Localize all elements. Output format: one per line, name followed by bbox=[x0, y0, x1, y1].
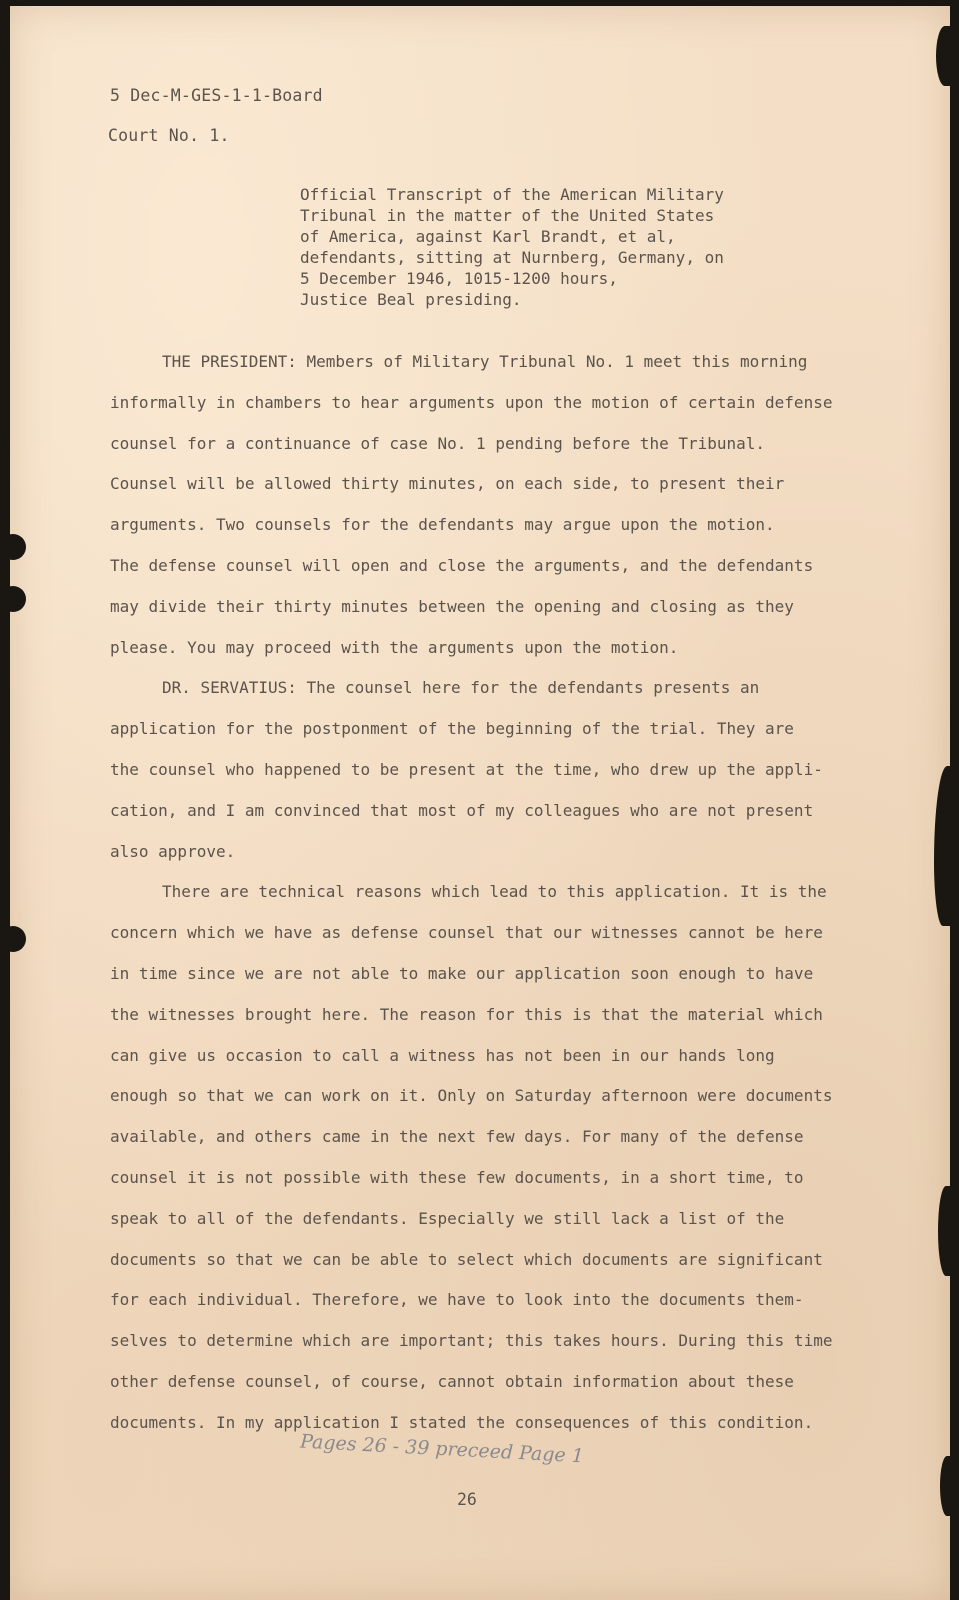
body-line: Counsel will be allowed thirty minutes, on each side, to present their bbox=[110, 474, 785, 494]
page-number: 26 bbox=[457, 1490, 477, 1509]
punch-hole bbox=[0, 586, 26, 612]
caption-line: Official Transcript of the American Military bbox=[300, 185, 724, 204]
body-line: other defense counsel, of course, cannot obtain information about these bbox=[110, 1371, 794, 1391]
torn-edge bbox=[938, 1186, 954, 1276]
body-line: the witnesses brought here. The reason for this is that the material which bbox=[110, 1004, 823, 1024]
body-line: please. You may proceed with the arguments upon the motion. bbox=[110, 637, 679, 657]
torn-edge bbox=[940, 1456, 954, 1516]
torn-edge bbox=[934, 766, 956, 926]
body-line: available, and others came in the next few days. For many of the defense bbox=[110, 1127, 804, 1147]
body-line: DR. SERVATIUS: The counsel here for the defendants presents an bbox=[162, 678, 760, 698]
body-line: also approve. bbox=[110, 841, 236, 861]
caption-line: Justice Beal presiding. bbox=[300, 290, 522, 309]
caption-line: defendants, sitting at Nurnberg, Germany, on bbox=[300, 248, 724, 267]
caption-line: 5 December 1946, 1015-1200 hours, bbox=[300, 269, 618, 288]
body-line: counsel it is not possible with these few documents, in a short time, to bbox=[110, 1167, 804, 1187]
transcript-caption bbox=[300, 184, 724, 310]
body-line: speak to all of the defendants. Especially we still lack a list of the bbox=[110, 1208, 785, 1228]
body-line: can give us occasion to call a witness has not been in our hands long bbox=[110, 1045, 775, 1065]
body-line: in time since we are not able to make our application soon enough to have bbox=[110, 963, 814, 983]
transcript-body bbox=[110, 342, 900, 1444]
punch-hole bbox=[0, 534, 26, 560]
body-line: application for the postponment of the beginning of the trial. They are bbox=[110, 719, 794, 739]
body-line: enough so that we can work on it. Only on Saturday afternoon were documents bbox=[110, 1086, 833, 1106]
body-line: THE PRESIDENT: Members of Military Tribunal No. 1 meet this morning bbox=[162, 352, 808, 371]
punch-hole bbox=[0, 926, 26, 952]
body-line: selves to determine which are important; this takes hours. During this time bbox=[110, 1331, 833, 1351]
body-line: documents. In my application I stated the consequences of this condition. bbox=[110, 1412, 814, 1432]
body-line: may divide their thirty minutes between the opening and closing as they bbox=[110, 596, 794, 616]
body-line: arguments. Two counsels for the defendants may argue upon the motion. bbox=[110, 515, 775, 535]
document-reference: 5 Dec-M-GES-1-1-Board bbox=[110, 86, 323, 105]
handwritten-note: Pages 26 - 39 preceed Page 1 bbox=[299, 1430, 585, 1468]
body-line: informally in chambers to hear arguments upon the motion of certain defense bbox=[110, 392, 833, 412]
body-line: cation, and I am convinced that most of my colleagues who are not present bbox=[110, 800, 814, 820]
body-line: for each individual. Therefore, we have to look into the documents them- bbox=[110, 1290, 804, 1310]
body-line: The defense counsel will open and close the arguments, and the defendants bbox=[110, 555, 814, 575]
court-number: Court No. 1. bbox=[108, 126, 230, 145]
caption-line: of America, against Karl Brandt, et al, bbox=[300, 227, 676, 246]
document-page bbox=[10, 6, 950, 1600]
body-line: counsel for a continuance of case No. 1 pending before the Tribunal. bbox=[110, 433, 766, 453]
body-line: There are technical reasons which lead to this application. It is the bbox=[162, 882, 827, 902]
body-line: documents so that we can be able to select which documents are significant bbox=[110, 1249, 823, 1269]
body-line: the counsel who happened to be present at the time, who drew up the appli- bbox=[110, 759, 823, 779]
body-line: concern which we have as defense counsel that our witnesses cannot be here bbox=[110, 923, 823, 943]
torn-edge bbox=[936, 26, 954, 86]
caption-line: Tribunal in the matter of the United States bbox=[300, 206, 715, 225]
